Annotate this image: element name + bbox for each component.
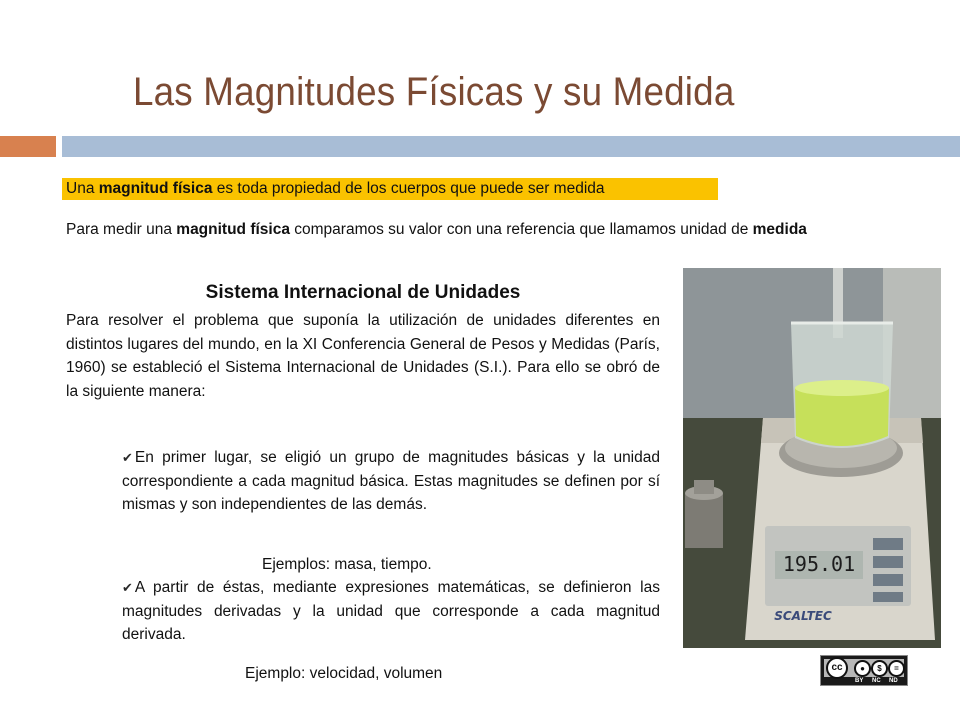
si-bullet-derived <box>122 576 660 647</box>
si-bullet-derived-text: A partir de éstas, mediante expresiones matemáticas, se definieron las magnitudes derivadas y la unidad que corresponde a cada magnitud derivada. <box>122 579 660 643</box>
accent-bar-orange <box>0 136 56 157</box>
balance-photo <box>683 268 941 648</box>
nd-icon: = <box>888 660 905 677</box>
cc-tag-nd: ND <box>889 678 898 684</box>
display-reading: 195.01 <box>782 552 856 576</box>
si-paragraph: Para resolver el problema que suponía la utilización de unidades diferentes en distintos lugares del mundo, en la XI Conferencia General de Pesos y Medidas (París, 1960) se estableció el Sistema Internacional de Unidades (S.I.). Para ello se obró de la siguiente manera: <box>66 312 660 400</box>
cc-license-badge <box>820 655 908 686</box>
definition-bold-term: magnitud física <box>98 180 213 197</box>
cc-tag-nc: NC <box>872 678 881 684</box>
definition-text-post: es toda propiedad de los cuerpos que puede ser medida <box>212 180 605 197</box>
definition-text-pre: Una <box>66 180 99 197</box>
si-bullet-basic-text: En primer lugar, se eligió un grupo de magnitudes básicas y la unidad correspondiente a cada magnitud básica. Estas magnitudes se definen por sí mismas y son independientes de las demás. <box>122 449 660 513</box>
definition-highlight <box>62 178 718 200</box>
cc-tag-by: BY <box>855 678 864 684</box>
cc-logo-icon <box>826 657 848 679</box>
si-heading: Sistema Internacional de Unidades <box>205 282 521 303</box>
measure-paragraph <box>66 218 894 241</box>
si-example-basic: Ejemplos: masa, tiempo. <box>262 556 432 573</box>
scale-brand: SCALTEC <box>774 609 832 623</box>
si-example-derived: Ejemplo: velocidad, volumen <box>245 665 443 682</box>
nc-icon: $ <box>871 660 888 677</box>
measure-bold-term: magnitud física <box>176 221 290 238</box>
cc-logo-text: cc <box>831 662 843 673</box>
check-icon: ✔ <box>122 580 133 595</box>
check-icon: ✔ <box>122 450 133 465</box>
slide-title: Las Magnitudes Físicas y su Medida <box>133 70 735 114</box>
measure-text-mid: comparamos su valor con una referencia que llamamos unidad de <box>289 221 753 238</box>
si-bullet-basic <box>122 446 660 517</box>
cc-badge-band <box>824 659 904 677</box>
person-icon: ● <box>854 660 871 677</box>
measure-text-pre: Para medir una <box>66 221 177 238</box>
accent-bar-blue <box>62 136 960 157</box>
measure-bold-unit: medida <box>752 221 807 238</box>
balance-illustration <box>683 268 941 648</box>
